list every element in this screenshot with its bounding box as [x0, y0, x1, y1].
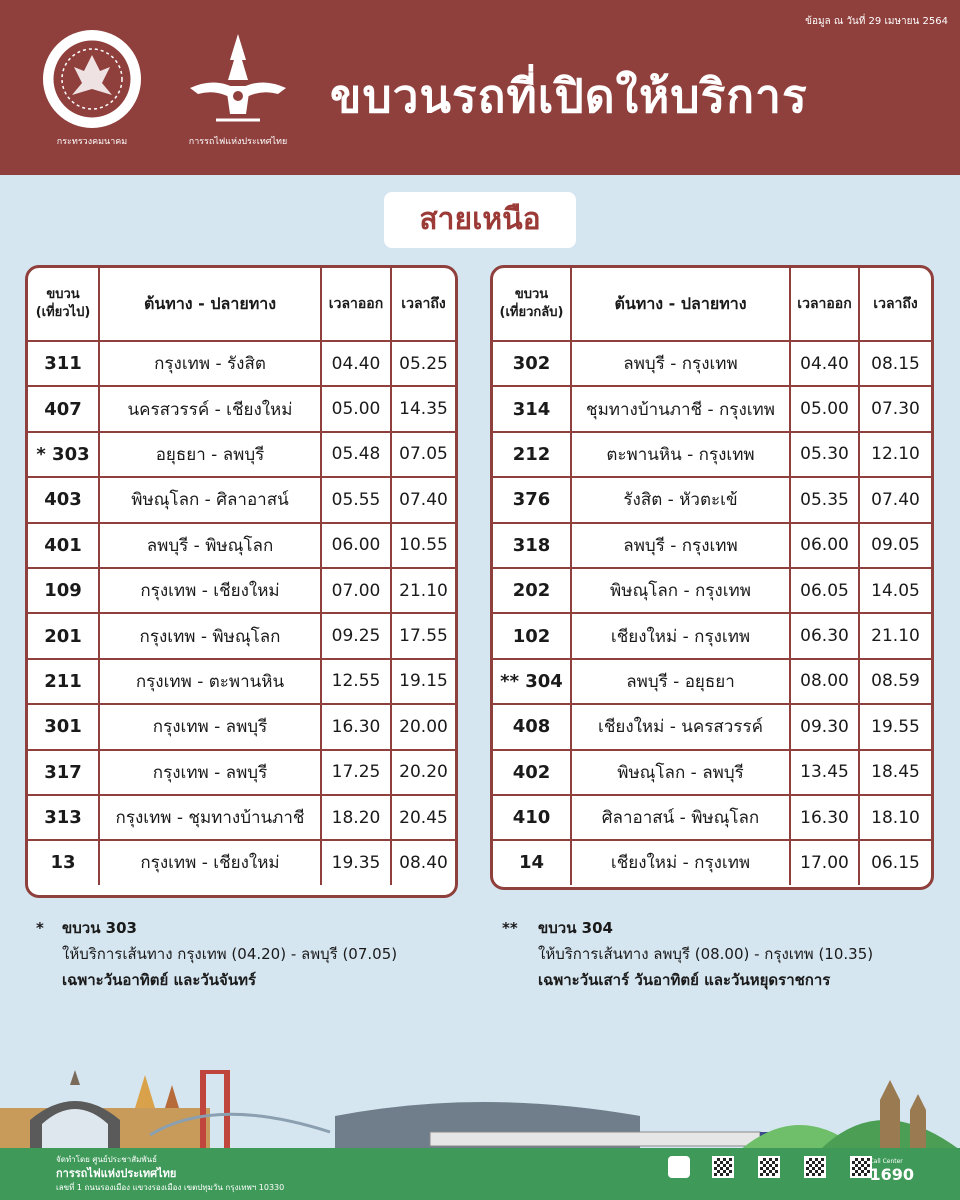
arrive-time: 19.55	[859, 704, 931, 749]
train-number: 313	[28, 795, 99, 840]
table-row	[28, 477, 455, 522]
train-number: 318	[493, 523, 571, 568]
table-row	[28, 659, 455, 704]
table-row	[28, 341, 455, 386]
train-number: 301	[28, 704, 99, 749]
producer-text: จัดทำโดย ศูนย์ประชาสัมพันธ์	[56, 1155, 157, 1164]
depart-time: 04.40	[321, 341, 391, 386]
table-row	[28, 523, 455, 568]
table-row	[28, 750, 455, 795]
section-label: สายเหนือ	[384, 192, 576, 248]
note-303	[36, 915, 462, 993]
route-cell: ศิลาอาสน์ - พิษณุโลก	[571, 795, 790, 840]
table-row	[28, 568, 455, 613]
train-number: 410	[493, 795, 571, 840]
route-cell: ลพบุรี - กรุงเทพ	[571, 341, 790, 386]
route-cell: นครสวรรค์ - เชียงใหม่	[99, 386, 321, 431]
route-cell: กรุงเทพ - ตะพานหิน	[99, 659, 321, 704]
qr-code-icon[interactable]	[712, 1156, 734, 1178]
table-row	[493, 750, 931, 795]
table-row	[493, 523, 931, 568]
table-row	[493, 840, 931, 884]
col-depart-header: เวลาออก	[790, 268, 859, 341]
route-cell: กรุงเทพ - เชียงใหม่	[99, 568, 321, 613]
depart-time: 16.30	[790, 795, 859, 840]
train-number: 201	[28, 613, 99, 658]
call-center	[869, 1158, 914, 1184]
page-title: ขบวนรถที่เปิดให้บริการ	[330, 69, 808, 123]
note-line: ให้บริการเส้นทาง กรุงเทพ (04.20) - ลพบุรี (07.05)	[62, 945, 398, 963]
arrive-time: 20.45	[391, 795, 455, 840]
depart-time: 07.00	[321, 568, 391, 613]
route-cell: เชียงใหม่ - กรุงเทพ	[571, 840, 790, 884]
table-row	[493, 795, 931, 840]
col-arrive-header: เวลาถึง	[859, 268, 931, 341]
route-cell: เชียงใหม่ - กรุงเทพ	[571, 613, 790, 658]
srt-logo	[173, 30, 303, 148]
note-line: ให้บริการเส้นทาง ลพบุรี (08.00) - กรุงเทพ (10.35)	[538, 945, 874, 963]
depart-time: 13.45	[790, 750, 859, 795]
route-cell: รังสิต - หัวตะเข้	[571, 477, 790, 522]
arrive-time: 09.05	[859, 523, 931, 568]
arrive-time: 07.30	[859, 386, 931, 431]
train-number: 202	[493, 568, 571, 613]
arrive-time: 21.10	[391, 568, 455, 613]
table-row	[28, 795, 455, 840]
train-number: 13	[28, 840, 99, 884]
arrive-time: 05.25	[391, 341, 455, 386]
table-row	[493, 477, 931, 522]
note-mark: **	[502, 919, 518, 937]
train-number: 102	[493, 613, 571, 658]
ministry-seal-icon	[43, 30, 141, 128]
arrive-time: 07.40	[859, 477, 931, 522]
arrive-time: 08.59	[859, 659, 931, 704]
depart-time: 17.00	[790, 840, 859, 884]
depart-time: 16.30	[321, 704, 391, 749]
depart-time: 17.25	[321, 750, 391, 795]
depart-time: 05.55	[321, 477, 391, 522]
arrive-time: 07.05	[391, 432, 455, 477]
route-cell: กรุงเทพ - ชุมทางบ้านภาชี	[99, 795, 321, 840]
table-row	[493, 341, 931, 386]
arrive-time: 14.05	[859, 568, 931, 613]
train-number: ** 304	[493, 659, 571, 704]
train-number: 402	[493, 750, 571, 795]
depart-time: 05.35	[790, 477, 859, 522]
qr-code-icon[interactable]	[758, 1156, 780, 1178]
depart-time: 05.00	[790, 386, 859, 431]
arrive-time: 17.55	[391, 613, 455, 658]
table-header-row	[493, 268, 931, 341]
arrive-time: 08.15	[859, 341, 931, 386]
train-number: 109	[28, 568, 99, 613]
depart-time: 12.55	[321, 659, 391, 704]
route-cell: ชุมทางบ้านภาชี - กรุงเทพ	[571, 386, 790, 431]
route-cell: พิษณุโลก - ศิลาอาสน์	[99, 477, 321, 522]
col-route-header: ต้นทาง - ปลายทาง	[99, 268, 321, 341]
route-cell: กรุงเทพ - ลพบุรี	[99, 704, 321, 749]
arrive-time: 20.00	[391, 704, 455, 749]
col-train-header: ขบวน (เที่ยวไป)	[28, 268, 99, 341]
route-cell: พิษณุโลก - ลพบุรี	[571, 750, 790, 795]
table-row	[28, 840, 455, 884]
train-number: 401	[28, 523, 99, 568]
depart-time: 06.00	[321, 523, 391, 568]
train-number: 311	[28, 341, 99, 386]
route-cell: ลพบุรี - พิษณุโลก	[99, 523, 321, 568]
route-cell: กรุงเทพ - พิษณุโลก	[99, 613, 321, 658]
route-cell: กรุงเทพ - เชียงใหม่	[99, 840, 321, 884]
depart-time: 05.30	[790, 432, 859, 477]
depart-time: 18.20	[321, 795, 391, 840]
table-row	[28, 386, 455, 431]
note-title: ขบวน 304	[538, 919, 613, 937]
note-days: เฉพาะวันเสาร์ วันอาทิตย์ และวันหยุดราชการ	[538, 971, 831, 989]
table-row	[493, 659, 931, 704]
train-number: 376	[493, 477, 571, 522]
route-cell: ลพบุรี - กรุงเทพ	[571, 523, 790, 568]
train-number: 314	[493, 386, 571, 431]
train-number: 211	[28, 659, 99, 704]
depart-time: 06.00	[790, 523, 859, 568]
qr-code-icon[interactable]	[804, 1156, 826, 1178]
route-cell: พิษณุโลก - กรุงเทพ	[571, 568, 790, 613]
arrive-time: 21.10	[859, 613, 931, 658]
ministry-logo	[27, 30, 157, 148]
train-number: 212	[493, 432, 571, 477]
col-route-header: ต้นทาง - ปลายทาง	[571, 268, 790, 341]
depart-time: 04.40	[790, 341, 859, 386]
depart-time: 06.30	[790, 613, 859, 658]
arrive-time: 20.20	[391, 750, 455, 795]
table-row	[493, 386, 931, 431]
table-header-row	[28, 268, 455, 341]
arrive-time: 19.15	[391, 659, 455, 704]
train-number: 403	[28, 477, 99, 522]
route-cell: ตะพานหิน - กรุงเทพ	[571, 432, 790, 477]
arrive-time: 14.35	[391, 386, 455, 431]
route-cell: ลพบุรี - อยุธยา	[571, 659, 790, 704]
depart-time: 08.00	[790, 659, 859, 704]
arrive-time: 07.40	[391, 477, 455, 522]
col-train-header: ขบวน (เที่ยวกลับ)	[493, 268, 571, 341]
table-row	[28, 432, 455, 477]
footer-address: เลขที่ 1 ถนนรองเมือง แขวงรองเมือง เขตปทุมวัน กรุงเทพฯ 10330	[56, 1183, 285, 1192]
arrive-time: 06.15	[859, 840, 931, 884]
arrive-time: 18.45	[859, 750, 931, 795]
depart-time: 06.05	[790, 568, 859, 613]
note-mark: *	[36, 919, 44, 937]
srt-emblem-icon	[186, 30, 290, 134]
outbound-timetable	[25, 265, 458, 898]
call-center-label: Call Center	[869, 1158, 903, 1165]
route-cell: เชียงใหม่ - นครสวรรค์	[571, 704, 790, 749]
call-center-number: 1690	[869, 1165, 914, 1184]
train-number: * 303	[28, 432, 99, 477]
table-row	[493, 432, 931, 477]
train-number: 14	[493, 840, 571, 884]
table-row	[28, 704, 455, 749]
route-cell: กรุงเทพ - รังสิต	[99, 341, 321, 386]
header-banner	[0, 0, 960, 175]
note-304	[502, 915, 938, 993]
train-number: 302	[493, 341, 571, 386]
footer-bar	[0, 1148, 960, 1200]
arrive-time: 08.40	[391, 840, 455, 884]
app-icon[interactable]	[668, 1156, 690, 1178]
footer-credits	[56, 1154, 284, 1194]
note-title: ขบวน 303	[62, 919, 137, 937]
table-row	[493, 613, 931, 658]
train-number: 407	[28, 386, 99, 431]
footer-org: การรถไฟแห่งประเทศไทย	[56, 1167, 177, 1180]
route-cell: กรุงเทพ - ลพบุรี	[99, 750, 321, 795]
depart-time: 05.48	[321, 432, 391, 477]
arrive-time: 10.55	[391, 523, 455, 568]
arrive-time: 12.10	[859, 432, 931, 477]
depart-time: 09.30	[790, 704, 859, 749]
depart-time: 05.00	[321, 386, 391, 431]
table-row	[493, 704, 931, 749]
city-skyline-illustration	[0, 1060, 960, 1150]
inbound-timetable	[490, 265, 934, 890]
depart-time: 09.25	[321, 613, 391, 658]
route-cell: อยุธยา - ลพบุรี	[99, 432, 321, 477]
col-depart-header: เวลาออก	[321, 268, 391, 341]
as-of-date: ข้อมูล ณ วันที่ 29 เมษายน 2564	[805, 16, 948, 27]
table-row	[28, 613, 455, 658]
train-number: 408	[493, 704, 571, 749]
srt-caption: การรถไฟแห่งประเทศไทย	[188, 137, 288, 147]
arrive-time: 18.10	[859, 795, 931, 840]
table-row	[493, 568, 931, 613]
train-number: 317	[28, 750, 99, 795]
ministry-caption: กระทรวงคมนาคม	[56, 137, 128, 147]
note-days: เฉพาะวันอาทิตย์ และวันจันทร์	[62, 971, 257, 989]
col-arrive-header: เวลาถึง	[391, 268, 455, 341]
depart-time: 19.35	[321, 840, 391, 884]
